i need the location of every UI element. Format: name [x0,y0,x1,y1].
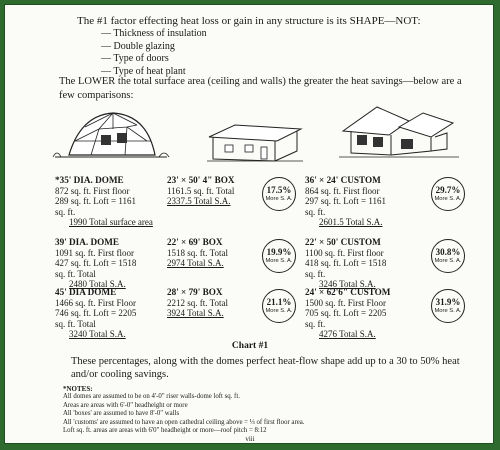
note-line: All domes are assumed to be on 4'-0" riser walls-dome loft sq. ft. [63,393,240,401]
percent-value: 31.9% [435,297,461,307]
dome-entry [55,237,165,290]
custom-percent-badge [431,289,465,323]
custom-entry [305,237,425,290]
dome-title: 45' DIA DOME [55,287,117,297]
custom-total: 2601.5 Total S.A. [319,217,383,228]
intro-item: — Type of heat plant [101,65,186,77]
dome-house-drawing [51,105,171,169]
custom-title: 24' × 62'6" CUSTOM [305,287,391,297]
box-entry [167,175,267,207]
percent-value: 29.7% [435,185,461,195]
box-total: 2337.5 Total S.A. [167,196,231,207]
notes-title: *NOTES: [63,385,93,393]
intro-block [77,15,421,78]
note-line: Loft sq. ft. areas are areas with 6'0" headheight or more—roof pitch = 8:12 [63,427,267,435]
custom-line: sq. ft. [305,206,326,217]
custom-line: 705 sq. ft. Loft = 2205 [305,308,387,319]
percent-label: More S. A. [434,196,462,202]
dome-title: *35' DIA. DOME [55,175,124,185]
dome-line: 289 sq. ft. Loft = 1161 [55,196,136,207]
custom-line: sq. ft. [305,268,326,279]
custom-line: 297 sq. ft. Loft = 1161 [305,196,386,207]
box-line: 1518 sq. ft. Total [167,247,228,258]
dome-line: 1091 sq. ft. First floor [55,247,135,258]
percent-value: 21.1% [266,297,292,307]
document-page [4,4,494,444]
custom-line: 1500 sq. ft. First Floor [305,297,387,308]
dome-title: 39' DIA. DOME [55,237,120,247]
box-title: 23' × 50' 4" BOX [167,175,235,185]
custom-entry [305,287,425,340]
custom-entry [305,175,425,228]
page-number: viii [245,435,255,443]
box-house-drawing [205,121,305,165]
dome-line: sq. ft. [55,206,76,217]
chart-title: Chart #1 [231,341,269,351]
dome-line: 872 sq. ft. First floor [55,185,130,196]
chart-summary: These percentages, along with the domes perfect heat-flow shape add up to a 30 to 50% heat and/or cooling savings. [71,356,460,380]
percent-label: More S. A. [434,258,462,264]
box-line: 2212 sq. ft. Total [167,297,228,308]
dome-line: 1466 sq. ft. First Floor [55,297,137,308]
percent-label: More S. A. [265,196,293,202]
box-percent-badge [262,289,296,323]
intro-item: — Type of doors [101,53,169,64]
box-entry [167,237,267,269]
custom-total: 4276 Total S.A. [319,329,376,340]
dome-total: 1990 Total surface area [69,217,153,228]
custom-percent-badge [431,239,465,273]
dome-line: sq. ft. Total [55,268,96,279]
note-line: Areas are areas with 6'-0" headheight or more [63,401,188,409]
custom-house-drawing [339,101,459,165]
box-total: 3924 Total S.A. [167,308,224,319]
dome-line: 746 sq. ft. Loft = 2205 [55,308,137,319]
box-title: 22' × 69' BOX [167,237,223,247]
box-percent-badge [262,177,296,211]
intro-item: — Double glazing [101,40,175,52]
percent-label: More S. A. [434,308,462,314]
custom-line: 418 sq. ft. Loft = 1518 [305,258,387,269]
box-entry [167,287,267,319]
intro-lead: The #1 factor effecting heat loss or gain in any structure is its SHAPE—NOT: [77,15,421,27]
custom-percent-badge [431,177,465,211]
dome-total: 3240 Total S.A. [69,329,126,340]
custom-line: 864 sq. ft. First floor [305,185,380,196]
percent-label: More S. A. [265,308,293,314]
dome-entry [55,175,165,228]
dome-entry [55,287,165,340]
custom-title: 22' × 50' CUSTOM [305,237,381,247]
dome-line: sq. ft. Total [55,318,96,329]
percent-value: 19.9% [266,247,292,257]
note-line: All 'boxes' are assumed to have 8'-0" walls [63,410,180,418]
note-line: All 'customs' are assumed to have an open cathedral ceiling above = ⅓ of first floor area. [63,418,305,426]
dome-line: 427 sq. ft. Loft = 1518 [55,258,137,269]
dome-total: 2480 Total S.A. [69,279,126,290]
custom-line: sq. ft. [305,318,326,329]
box-title: 28' × 79' BOX [167,287,223,297]
comparison-paragraph: The LOWER the total surface area (ceiling and walls) the greater the heat savings—below are a few comparisons: [59,76,462,101]
notes-block [63,385,304,435]
custom-line: 1100 sq. ft. First floor [305,247,384,258]
box-line: 1161.5 sq. ft. Total [167,185,235,196]
custom-title: 36' × 24' CUSTOM [305,175,381,185]
custom-total: 3246 Total S.A. [319,279,376,290]
percent-value: 17.5% [266,185,292,195]
percent-label: More S. A. [265,258,293,264]
box-total: 2974 Total S.A. [167,258,224,269]
percent-value: 30.8% [435,247,461,257]
box-percent-badge [262,239,296,273]
intro-item: — Thickness of insulation [101,28,207,39]
